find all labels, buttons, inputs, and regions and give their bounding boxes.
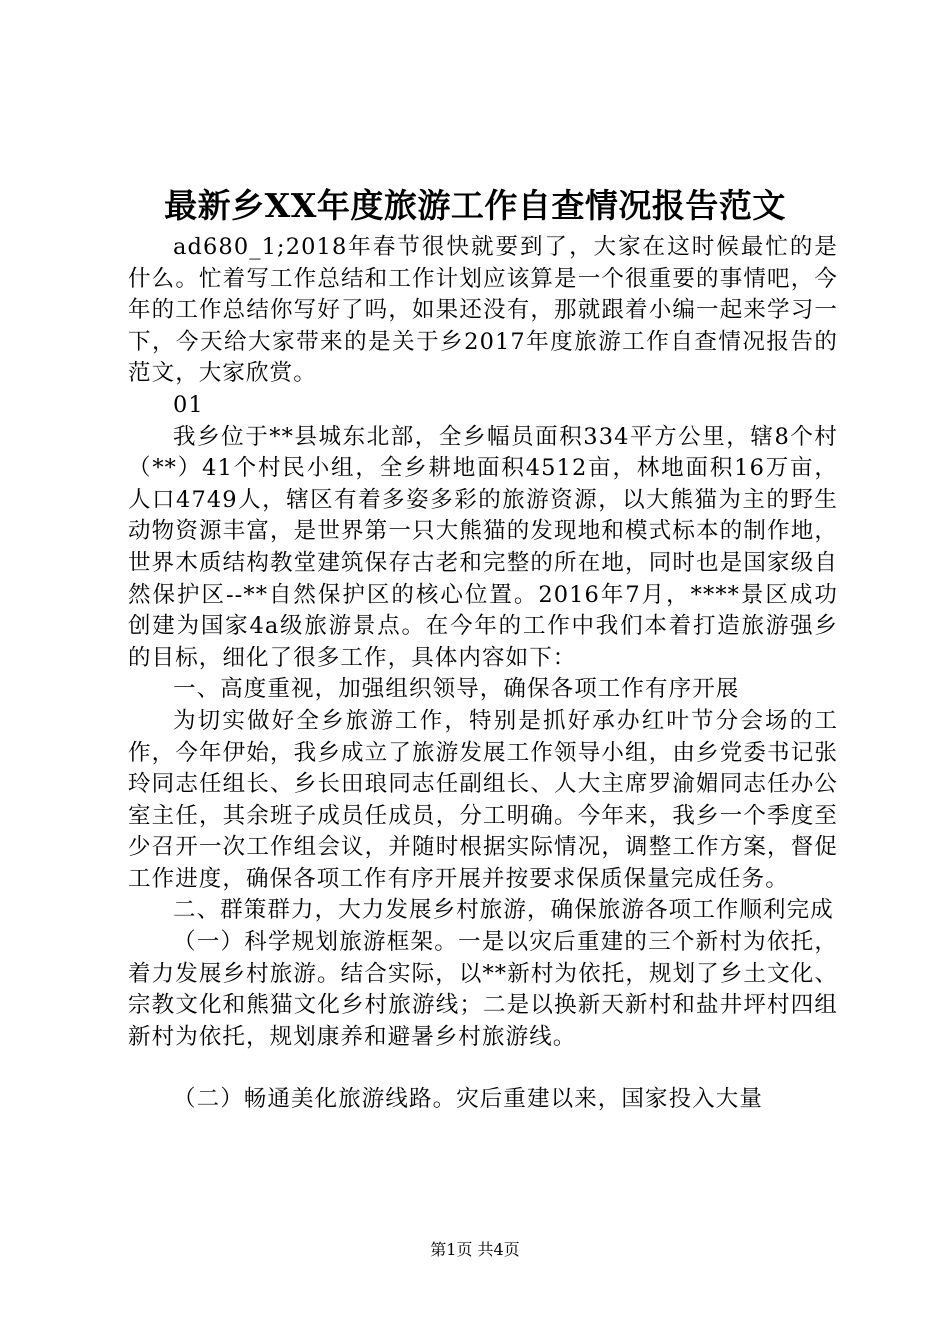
document-body — [128, 232, 838, 1116]
page-footer: 第1页 共4页 — [430, 1240, 520, 1259]
paragraph-overview: 我乡位于**县城东北部，全乡幅员面积334平方公里，辖8个村（**）41个村民小组，全乡耕地面积4512亩，林地面积16万亩，人口4749人，辖区有着多姿多彩的旅游资源，以大熊猫为主的野生动物资源丰富，是世界第一只大熊猫的发现地和模式标本的制作地，世界木质结构教堂建筑保存古老和完整的所在地，同时也是国家级自然保护区--**自然保护区的核心位置。2016年7月，****景区成功创建为国家4a级旅游景点。在今年的工作中我们本着打造旅游强乡的目标，细化了很多工作，具体内容如下： — [128, 423, 838, 671]
paragraph-intro: ad680_1;2018年春节很快就要到了，大家在这时候最忙的是什么。忙着写工作总结和工作计划应该算是一个很重要的事情吧，今年的工作总结你写好了吗，如果还没有，那就跟着小编一起来学习一下，今天给大家带来的是关于乡2017年度旅游工作自查情况报告的范文，大家欣赏。 — [128, 234, 838, 387]
paragraph-planning: （一）科学规划旅游框架。一是以灾后重建的三个新村为依托，着力发展乡村旅游。结合实际，以**新村为依托，规划了乡土文化、宗教文化和熊猫文化乡村旅游线；二是以换新天新村和盐井坪村四组新村为依托，规划康养和避暑乡村旅游线。 — [128, 929, 838, 1050]
paragraph-leadership: 为切实做好全乡旅游工作，特别是抓好承办红叶节分会场的工作，今年伊始，我乡成立了旅游发展工作领导小组，由乡党委书记张玲同志任组长、乡长田琅同志任副组长、人大主席罗渝媚同志任办公室主任，其余班子成员任成员，分工明确。今年来，我乡一个季度至少召开一次工作组会议，并随时根据实际情况，调整工作方案，督促工作进度，确保各项工作有序开展并按要求保质保量完成任务。 — [128, 707, 838, 892]
paragraph-section-number: 01 — [173, 391, 204, 418]
heading-section-one: 一、高度重视，加强组织领导，确保各项工作有序开展 — [173, 676, 740, 703]
heading-section-two: 二、群策群力，大力发展乡村旅游，确保旅游各项工作顺利完成 — [173, 897, 834, 924]
document-title: 最新乡XX年度旅游工作自查情况报告范文 — [164, 186, 786, 225]
paragraph-routes: （二）畅通美化旅游线路。灾后重建以来，国家投入大量 — [173, 1086, 764, 1113]
